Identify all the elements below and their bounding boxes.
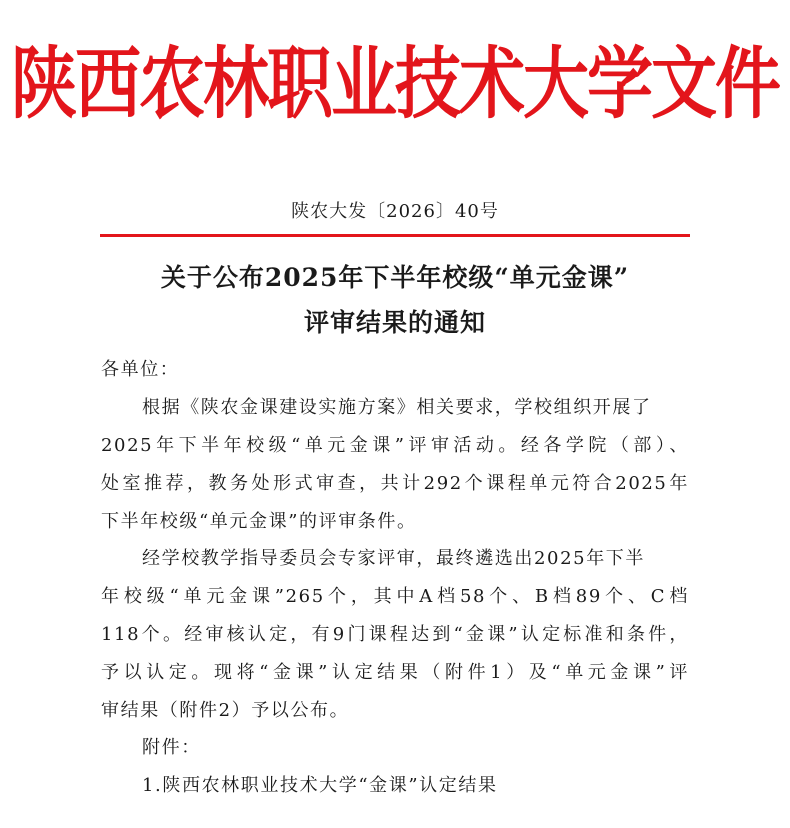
document-number: 陕农大发〔2026〕40号 bbox=[291, 201, 499, 222]
notice-title-line-1: 关于公布2025年下半年校级“单元金课” bbox=[160, 263, 630, 292]
body-line: 经学校教学指导委员会专家评审，最终遴选出2025年下半 bbox=[142, 548, 646, 569]
body-line: 年校级“单元金课”265个，其中A档58个、B档89个、C档 bbox=[101, 586, 689, 607]
body-line: 根据《陕农金课建设实施方案》相关要求，学校组织开展了 bbox=[142, 397, 652, 418]
body-line: 下半年校级“单元金课”的评审条件。 bbox=[101, 511, 417, 532]
red-divider-line bbox=[100, 234, 690, 237]
body-line: 予以认定。现将“金课”认定结果（附件1）及“单元金课”评 bbox=[101, 662, 689, 683]
attachment-item-1: 1.陕西农林职业技术大学“金课”认定结果 bbox=[142, 775, 498, 796]
body-line: 审结果（附件2）予以公布。 bbox=[101, 700, 350, 721]
document-masthead: 陕西农林职业技术大学文件 bbox=[11, 38, 779, 130]
body-line: 处室推荐，教务处形式审查，共计292个课程单元符合2025年 bbox=[101, 473, 689, 494]
notice-title-line-2: 评审结果的通知 bbox=[303, 308, 486, 337]
attachments-label: 附件： bbox=[142, 737, 201, 758]
salutation: 各单位： bbox=[101, 359, 180, 380]
body-line: 2025年下半年校级“单元金课”评审活动。经各学院（部）、 bbox=[101, 435, 689, 456]
body-line: 118个。经审核认定，有9门课程达到“金课”认定标准和条件， bbox=[101, 624, 689, 645]
